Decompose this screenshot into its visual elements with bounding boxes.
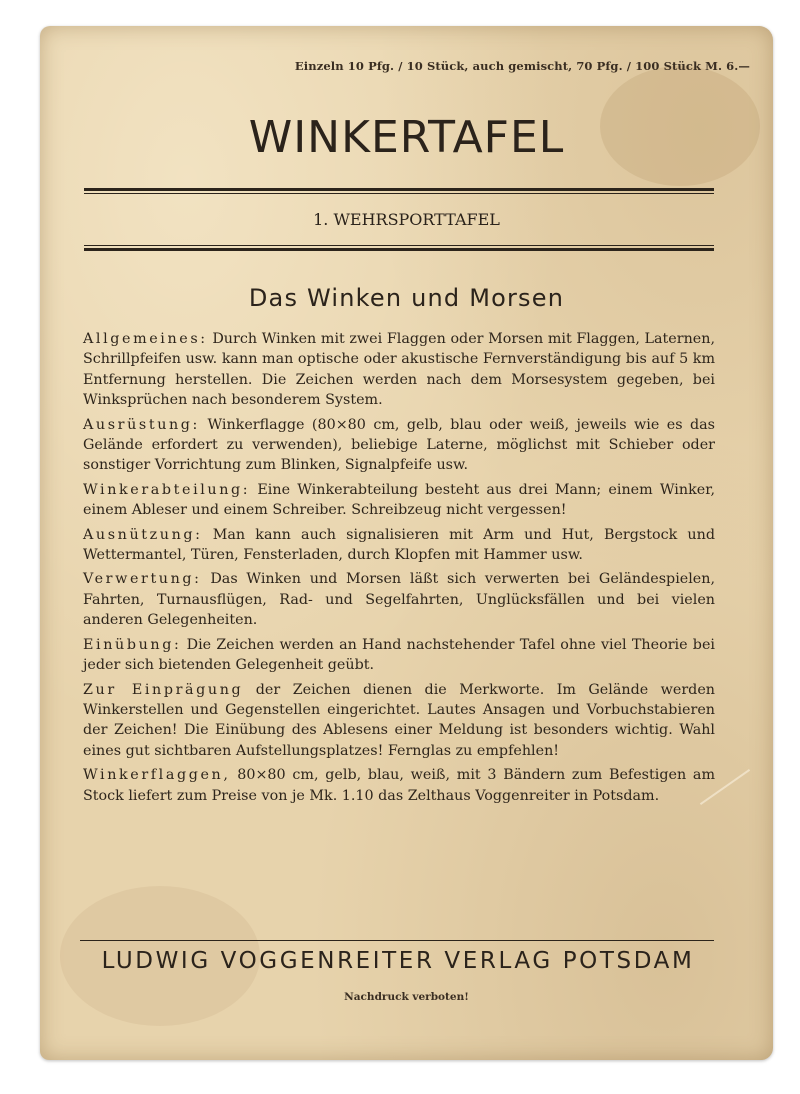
price-line: Einzeln 10 Pfg. / 10 Stück, auch gemischt, 70 Pfg. / 100 Stück M. 6.— — [294, 59, 750, 73]
paragraph-ausruestung — [83, 415, 715, 476]
paragraph-lead: Ausnützung: — [83, 526, 203, 543]
page-title: WINKERTAFEL — [248, 112, 565, 163]
paragraph-allgemeines — [83, 329, 715, 411]
paragraph-text: Das Winken und Morsen läßt sich verwerten bei Geländespielen, Fahrten, Turnausflügen, Rad- und Segelfahrten, Unglücksfällen und bei vielen anderen Gelegenheiten. — [83, 571, 716, 629]
subtitle: 1. WEHRSPORTTAFEL — [313, 210, 500, 229]
divider-footer — [80, 940, 714, 941]
paragraph-winkerflaggen — [83, 765, 715, 806]
paragraph-text: der Zeichen dienen die Merkworte. Im Gelände werden Winkerstellen und Gegenstellen eingerichtet. Lautes Ansagen und Vorbuchstabieren der Zeichen! Die Einübung des Ablesens einer Meldung ist besonders wichtig. Wahl eines gut sichtbaren Aufstellungsplatzes! Fernglas zu empfehlen! — [83, 681, 715, 759]
paragraph-text: Die Zeichen werden an Hand nachstehender Tafel ohne viel Theorie bei jeder sich bietenden Gelegenheit geübt. — [83, 636, 715, 674]
paragraph-lead: Ausrüstung: — [83, 416, 200, 433]
paragraph-lead: Allgemeines: — [83, 331, 208, 347]
body-text — [83, 329, 715, 810]
paragraph-verwertung — [83, 569, 715, 630]
paragraph-einuebung — [83, 635, 715, 676]
divider-top-thin — [84, 193, 714, 194]
publisher-imprint: LUDWIG VOGGENREITER VERLAG POTSDAM — [101, 948, 695, 974]
divider-mid-thick — [84, 248, 714, 251]
paragraph-lead: Winkerflaggen, — [83, 767, 231, 784]
paragraph-lead: Winkerabteilung: — [83, 481, 251, 498]
section-heading: Das Winken und Morsen — [248, 284, 565, 312]
paragraph-text: Eine Winkerabteilung besteht aus drei Mann; einem Winker, einem Ableser und einem Schreiber. Schreibzeug nicht vergessen! — [83, 481, 715, 519]
paragraph-text: Durch Winken mit zwei Flaggen oder Morsen mit Flaggen, Laternen, Schrillpfeifen usw. kann man optische oder akustische Fernverständigung bis auf 5 km Entfernung herstellen. Die Zeichen werden nach dem Morsesystem gegeben, bei Winksprüchen nach besonderem System. — [83, 331, 716, 409]
divider-top-thick — [84, 188, 714, 191]
copyright-notice: Nachdruck verboten! — [344, 991, 469, 1003]
paragraph-ausnuetzung — [83, 525, 715, 566]
divider-mid-thin — [84, 245, 714, 246]
paragraph-winkerabteilung — [83, 480, 715, 521]
paragraph-lead: Einübung: — [83, 636, 182, 653]
paragraph-lead: Verwertung: — [83, 571, 202, 588]
winkertafel-card — [40, 26, 773, 1060]
paragraph-text: Man kann auch signalisieren mit Arm und Hut, Bergstock und Wettermantel, Türen, Fensterladen, durch Klopfen mit Hammer usw. — [83, 526, 715, 564]
paragraph-text: 80×80 cm, gelb, blau, weiß, mit 3 Bändern zum Befestigen am Stock liefert zum Preise von je Mk. 1.10 das Zelthaus Voggenreiter in Potsdam. — [83, 767, 715, 804]
paragraph-einpraegung — [83, 680, 715, 762]
paragraph-lead: Zur Einprägung — [83, 681, 244, 698]
paragraph-text: Winkerflagge (80×80 cm, gelb, blau oder weiß, jeweils wie es das Gelände erfordert zu verwenden), beliebige Laterne, möglichst mit Schieber oder sonstiger Vorrichtung zum Blinken, Signalpfeife usw. — [83, 416, 716, 474]
